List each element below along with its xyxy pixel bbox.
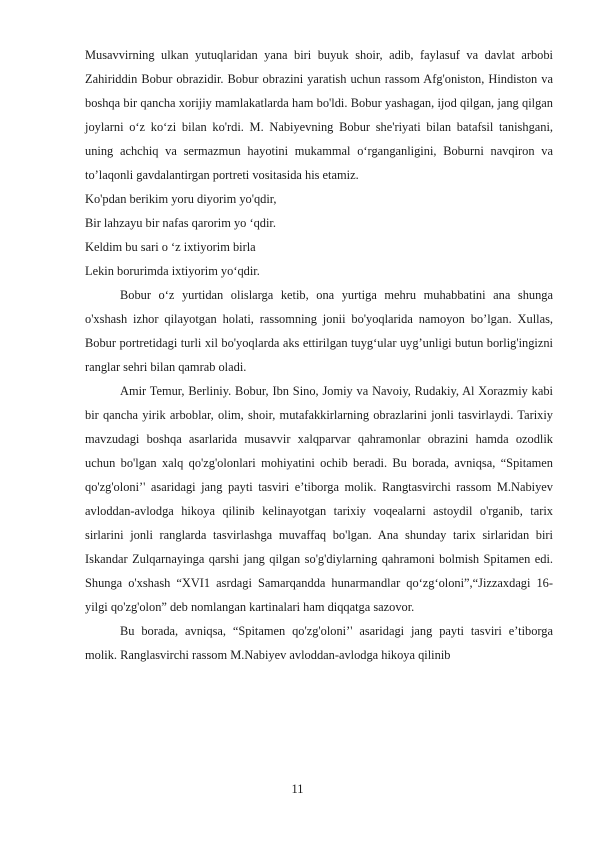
paragraph-bobur-intro: Musavvirning ulkan yutuqlaridan yana biri buyuk shoir, adib, faylasuf va davlat arbobi Zahiriddin Bobur obrazidir. Bobur obrazini yaratish uchun rassom Afg'oniston, Hindiston va boshqa bir qancha xorijiy mamlakatlarda ham bo'ldi. Bobur yashagan, ijod qilgan, jang qilgan joylarni o‘z ko‘zi bilan ko'rdi. M. Nabiyevning Bobur she'riyati bilan batafsil tanishgani, uning achchiq va sermazmun hayotini mukammal o‘rganganligini, Boburni navqiron va to’laqonli gavdalantirgan portreti vositasida his etamiz.	[85, 48, 553, 182]
page-number: 11	[291, 782, 304, 796]
document-page	[85, 43, 553, 667]
paragraph-bobur-portrait: Bobur o‘z yurtidan olislarga ketib, ona yurtiga mehru muhabbatini ana shunga o'xshash izhor qilayotgan holati, rassomning jonii bo'yoqlarida namoyon bo’lgan. Xullas, Bobur portretidagi turli xil bo'yoqlarda aks ettirilgan tuyg‘ular uyg’unligi butun borlig'ingizni ranglar sehri bilan qamrab oladi.	[85, 288, 553, 374]
poem-line: Lekin borurimda ixtiyorim yo‘qdir.	[85, 264, 260, 278]
poem-line: Ko'pdan berikim yoru diyorim yo'qdir,	[85, 192, 277, 206]
poem-block	[85, 187, 553, 283]
poem-line: Keldim bu sari o ‘z ixtiyorim birla	[85, 240, 256, 254]
paragraph-spitamen: Bu borada, avniqsa, “Spitamen qo'zg'oloni’' asaridagi jang payti tasviri e’tiborga molik. Ranglasvirchi rassom M.Nabiyev avloddan-avlodga hikoya qilinib	[85, 624, 553, 662]
paragraph-historical-figures: Amir Temur, Berliniy. Bobur, Ibn Sino, Jomiy va Navoiy, Rudakiy, Al Xorazmiy kabi bir qancha yirik arboblar, olim, shoir, mutafakkirlarning obrazlarini jonli tasvirlaydi. Tarixiy mavzudagi boshqa asarlarida musavvir xalqparvar qahramonlar obrazini hamda ozodlik uchun bo'lgan xalq qo'zg'olonlari mohiyatini ochib beradi. Bu borada, avniqsa, “Spitamen qo'zg'oloni’' asaridagi jang payti tasviri e’tiborga molik. Rangtasvirchi rassom M.Nabiyev avloddan-avlodga hikoya qilinib kelinayotgan tarixiy voqealarni astoydil o'rganib, tarix sirlarini jonli ranglarda tasvirlashga muvaffaq bo'lgan. Ana shunday tarix sirlaridan biri Iskandar Zulqarnayinga qarshi jang qilgan so'g'diylarning qahramoni bolmish Spitamen edi. Shunga o'xshash “XVI1 asrdagi Samarqandda hunarmandlar qo‘zg‘oloni”,“Jizzaxdagi 16-yilgi qo'zg'olon” deb nomlangan kartinalari ham diqqatga sazovor.	[85, 384, 553, 614]
poem-line: Bir lahzayu bir nafas qarorim yo ‘qdir.	[85, 216, 276, 230]
